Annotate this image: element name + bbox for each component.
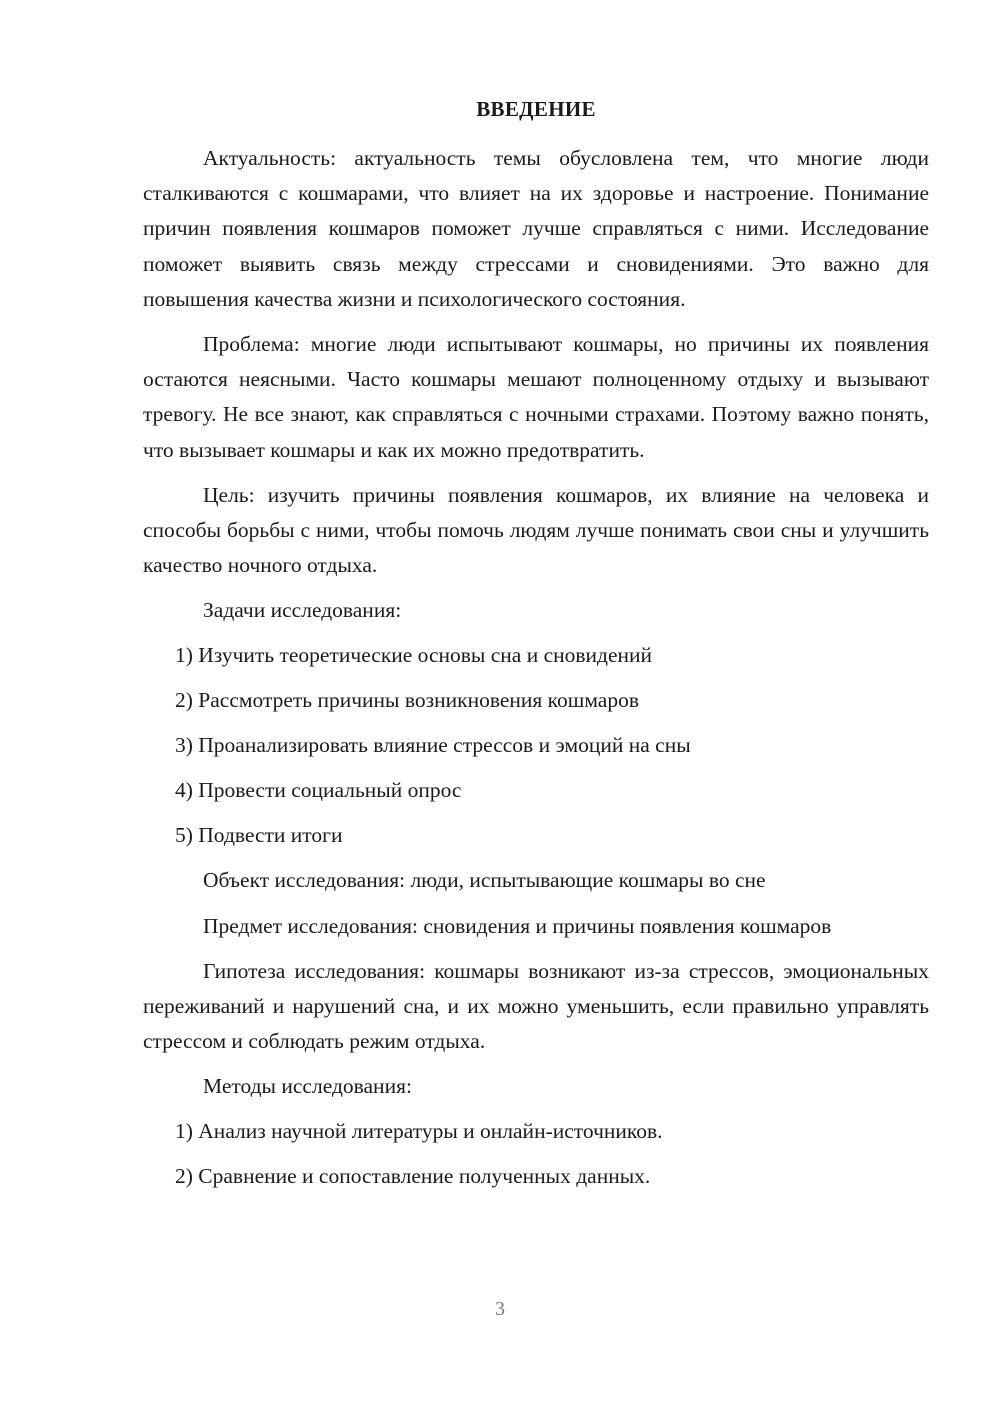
task-item: 3) Проанализировать влияние стрессов и эмоций на сны <box>175 733 691 758</box>
method-item: 1) Анализ научной литературы и онлайн-источников. <box>175 1119 663 1144</box>
methods-heading: Методы исследования: <box>203 1074 412 1099</box>
method-item: 2) Сравнение и сопоставление полученных данных. <box>175 1164 651 1189</box>
subject-paragraph: Предмет исследования: сновидения и причины появления кошмаров <box>203 913 832 938</box>
hypothesis-paragraph: Гипотеза исследования: кошмары возникают из-за стрессов, эмоциональных переживаний и нарушений сна, и их можно уменьшить, если правильно управлять стрессом и соблюдать режим отдыха. <box>143 958 929 1054</box>
object-paragraph: Объект исследования: люди, испытывающие кошмары во сне <box>203 868 766 893</box>
task-item: 1) Изучить теоретические основы сна и сновидений <box>175 643 653 668</box>
tasks-heading: Задачи исследования: <box>203 598 402 623</box>
relevance-paragraph: Актуальность: актуальность темы обусловлена тем, что многие люди сталкиваются с кошмарами, что влияет на их здоровье и настроение. Понимание причин появления кошмаров поможет лучше справляться с ними. Исследование поможет выявить связь между стрессами и сновидениями. Это важно для повышения качества жизни и психологического состояния. <box>143 146 929 311</box>
problem-paragraph: Проблема: многие люди испытывают кошмары, но причины их появления остаются неясными. Часто кошмары мешают полноценному отдыху и вызывают тревогу. Не все знают, как справляться с ночными страхами. Поэтому важно понять, что вызывает кошмары и как их можно предотвратить. <box>143 332 929 462</box>
goal-paragraph: Цель: изучить причины появления кошмаров, их влияние на человека и способы борьбы с ними, чтобы помочь людям лучше понимать свои сны и улучшить качество ночного отдыха. <box>143 482 929 578</box>
page-number: 3 <box>495 1298 505 1320</box>
document-page <box>143 92 929 1204</box>
task-item: 4) Провести социальный опрос <box>175 778 462 803</box>
task-item: 2) Рассмотреть причины возникновения кошмаров <box>175 688 639 713</box>
tasks-list <box>143 638 929 853</box>
section-title: ВВЕДЕНИЕ <box>476 97 596 121</box>
task-item: 5) Подвести итоги <box>175 823 343 848</box>
methods-list <box>143 1114 929 1194</box>
